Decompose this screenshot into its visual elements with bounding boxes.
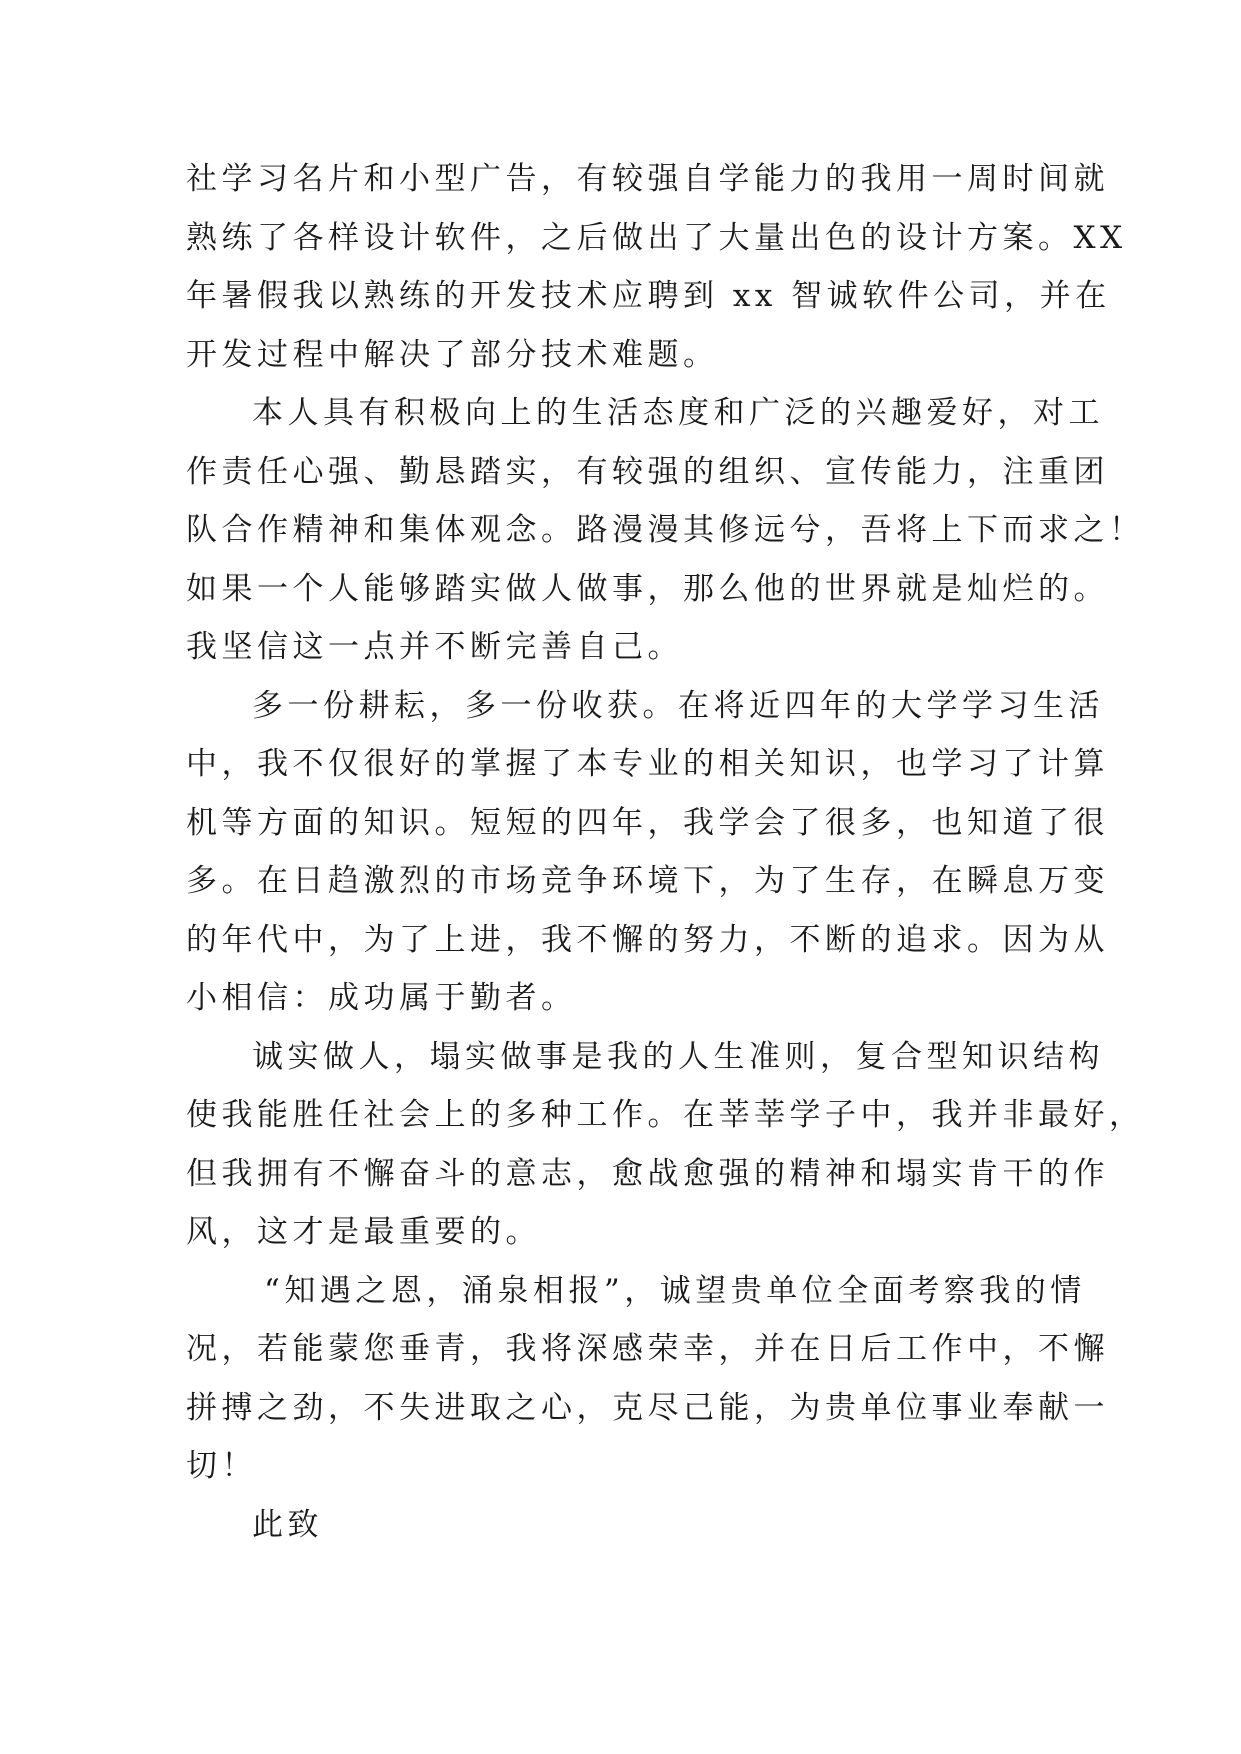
text-line: 况，若能蒙您垂青，我将深感荣幸，并在日后工作中，不懈 [186, 1331, 1109, 1367]
text-line: 多一份耕耘，多一份收获。在将近四年的大学学习生活 [252, 687, 1104, 724]
paragraph-personality [186, 384, 1145, 677]
letter-body [186, 150, 1145, 1554]
text-line: 如果一个人能够踏实做人做事，那么他的世界就是灿烂的。 [186, 570, 1109, 607]
text-line: 诚实做人，塌实做事是我的人生准则，复合型知识结构 [252, 1038, 1104, 1075]
text-line: 多。在日趋激烈的市场竞争环境下，为了生存，在瞬息万变 [186, 863, 1109, 899]
salutation-text: 此致 [252, 1506, 323, 1543]
text-line: 切！ [186, 1448, 257, 1484]
text-line: 使我能胜任社会上的多种工作。在莘莘学子中，我并非最好， [186, 1097, 1145, 1133]
text-line: 我坚信这一点并不断完善自己。 [186, 629, 683, 665]
paragraph-university-study [186, 677, 1109, 1028]
text-line: 作责任心强、勤恳踏实，有较强的组织、宣传能力，注重团 [186, 453, 1109, 490]
text-line: 但我拥有不懈奋斗的意志，愈战愈强的精神和塌实肯干的作 [186, 1155, 1109, 1192]
text-line: 开发过程中解决了部分技术难题。 [186, 336, 719, 373]
text-line: 小相信：成功属于勤者。 [186, 980, 577, 1016]
text-line: 风，这才是最重要的。 [186, 1214, 541, 1250]
paragraph-salutation [186, 1496, 1066, 1555]
text-line: 拼搏之劲，不失进取之心，克尽己能，为贵单位事业奉献一 [186, 1389, 1109, 1426]
paragraph-closing-wish [186, 1262, 1109, 1496]
text-line: 队合作精神和集体观念。路漫漫其修远兮，吾将上下而求之！ [186, 512, 1145, 548]
text-line: 熟练了各样设计软件，之后做出了大量出色的设计方案。XX [186, 219, 1127, 256]
text-line: 社学习名片和小型广告，有较强自学能力的我用一周时间就 [186, 161, 1109, 197]
text-line: 机等方面的知识。短短的四年，我学会了很多，也知道了很 [186, 804, 1109, 841]
paragraph-design-experience [186, 150, 1127, 384]
text-line: 的年代中，为了上进，我不懈的努力，不断的追求。因为从 [186, 921, 1109, 958]
text-line: 中，我不仅很好的掌握了本专业的相关知识，也学习了计算 [186, 746, 1109, 782]
text-line: 本人具有积极向上的生活态度和广泛的兴趣爱好，对工 [252, 395, 1104, 431]
paragraph-principles [186, 1028, 1145, 1262]
text-line: 年暑假我以熟练的开发技术应聘到 xx 智诚软件公司，并在 [186, 278, 1111, 314]
text-line: “知遇之恩，涌泉相报”，诚望贵单位全面考察我的情 [264, 1272, 1086, 1309]
